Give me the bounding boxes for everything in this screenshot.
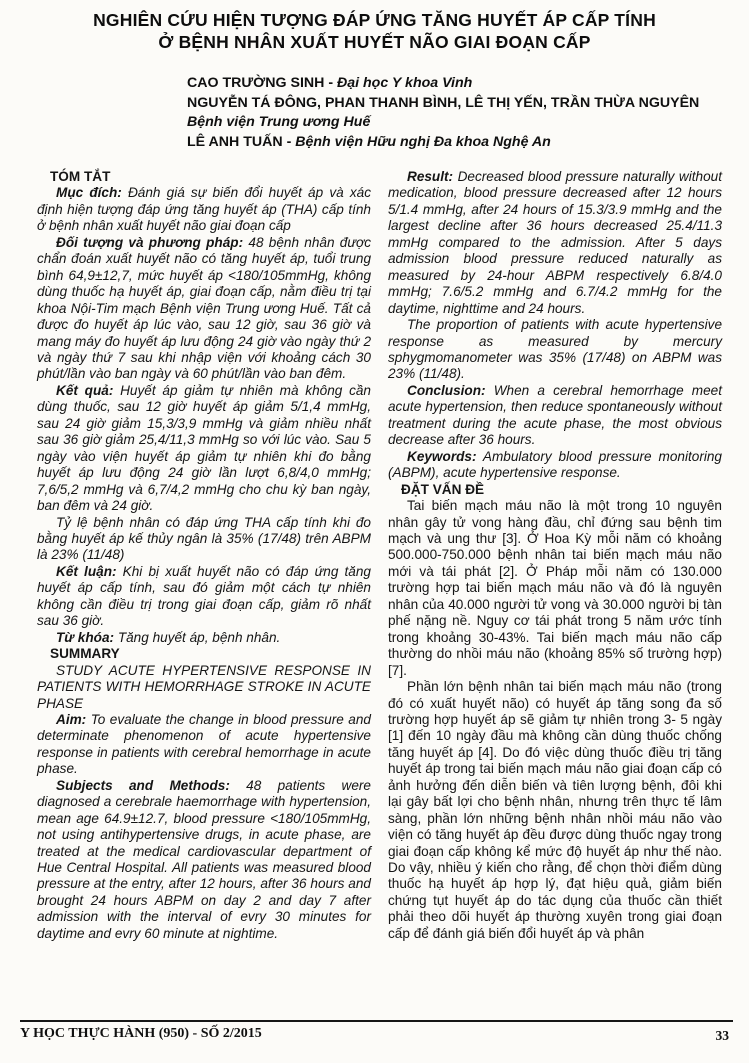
summary-paragraph-keywords <box>388 449 722 482</box>
abstract-paragraph-ket-luan <box>37 564 371 630</box>
right-column <box>388 169 722 942</box>
paragraph-text: Đánh giá sự biến đổi huyết áp và xác định hiện tượng đáp ứng tăng huyết áp (THA) cấp tính ở bệnh nhân xuất huyết não giai đoạn cấp <box>37 185 371 234</box>
abstract-paragraph-ty-le <box>37 515 371 564</box>
author-line <box>187 133 749 153</box>
paragraph-text: The proportion of patients with acute hypertensive response as measured by mercury sphygmomanometer was 35% (17/48) on ABPM was 23% (11/48). <box>388 317 722 382</box>
author-affiliation: Bệnh viện Hữu nghị Đa khoa Nghệ An <box>295 133 551 150</box>
footer-divider <box>20 1020 733 1022</box>
summary-paragraph-conclusion <box>388 383 722 449</box>
author-affiliation: Đại học Y khoa Vinh <box>336 75 473 91</box>
paragraph-lead: Mục đích: <box>56 185 122 201</box>
author-affiliation: Bệnh viện Trung ương Huế <box>187 114 371 130</box>
summary-paragraph-proportion <box>388 317 722 383</box>
paragraph-text: Huyết áp giảm tự nhiên mà không cần dùng thuốc, sau 12 giờ huyết áp giảm 5/1,4 mmHg, sau 24 giờ giảm 15,3/3,9 mmHg và giảm nhiều nhất sau 36 giờ giảm 25,4/11,3 mmHg so với lúc vào. Sau 5 ngày vào viện huyết áp giảm tự nhiên khi đo bằng huyết áp lưu động 24 giờ lần lượt 6,8/4,0 mmHg; 7,6/5,2 mmHg và 6,7/4,2 mmHg cho chu kỳ ban ngày, ban đêm và 24 giờ. <box>37 382 371 514</box>
paper-title-line2: Ở BỆNH NHÂN XUẤT HUYẾT NÃO GIAI ĐOẠN CẤP <box>158 32 591 52</box>
summary-paragraph-result <box>388 169 722 317</box>
paragraph-lead: Subjects and Methods: <box>56 777 230 793</box>
footer-journal-title: Y HỌC THỰC HÀNH (950) - SỐ 2/2015 <box>20 1026 262 1041</box>
left-column <box>37 169 371 942</box>
paper-title <box>0 0 749 53</box>
paragraph-lead: Conclusion: <box>407 382 486 398</box>
abstract-paragraph-ket-qua <box>37 383 371 515</box>
paragraph-text: Tai biến mạch máu não là một trong 10 nguyên nhân gây tử vong hàng đầu, chỉ đứng sau bệnh tim mạch và ung thư [3]. Ở Hoa Kỳ mỗi năm có khoảng 500.000-750.000 bệnh nhân tai biến mạch máu não mới và tái phát [2]. Ở Pháp mỗi năm có 130.000 trường hợp tai biến mạch máu não và đó là nguyên nhân của 40.000 người tử vong và 30.000 người bị tàn phế nặng nề. Nguy cơ tái phát trong 5 năm ước tính trong khoảng 30-43%. Tai biến mạch máu não cấp thường do nhồi máu não (khoảng 85% số trường hợp) [7]. <box>388 498 722 678</box>
paragraph-lead: Aim: <box>56 711 87 727</box>
paragraph-lead: Từ khóa: <box>56 629 115 645</box>
summary-paragraph-subjects <box>37 778 371 943</box>
summary-paragraph-aim <box>37 712 371 778</box>
authors-block <box>187 74 749 152</box>
paragraph-text: Tăng huyết áp, bệnh nhân. <box>114 629 281 645</box>
intro-paragraph-2 <box>388 679 722 942</box>
paragraph-lead: Đối tượng và phương pháp: <box>56 234 244 250</box>
paragraph-text: To evaluate the change in blood pressure and determinate phenomenon of acute hypertensive response in patients with cerebral hemorrhage in acute phase. <box>37 711 371 777</box>
paragraph-lead: Kết quả: <box>56 382 114 398</box>
summary-title: STUDY ACUTE HYPERTENSIVE RESPONSE IN PATIENTS WITH HEMORRHAGE STROKE IN ACUTE PHASE <box>37 662 371 711</box>
paragraph-lead: Result: <box>407 169 454 184</box>
author-names: NGUYỄN TÁ ĐÔNG, PHAN THANH BÌNH, LÊ THỊ YẾN, TRẦN THỪA NGUYÊN <box>187 94 700 111</box>
two-column-body <box>37 169 722 942</box>
paper-title-line1: NGHIÊN CỨU HIỆN TƯỢNG ĐÁP ỨNG TĂNG HUYẾT ÁP CẤP TÍNH <box>93 10 656 30</box>
author-line <box>187 94 749 114</box>
section-heading-tom-tat: TÓM TẮT <box>50 169 111 184</box>
paragraph-text: Decreased blood pressure naturally without medication, blood pressure decreased after 12 hours 5/1.4 mmHg, after 24 hours of 15.3/3.9 mmHg and the largest decline after 36 hours decreased 25.4/11.3 mmHg compared to the admission. After 5 days admission blood pressure reduced naturally as measured by 24-hour ABPM respectively 6.8/4.0 mmHg; 7.6/5.2 mmHg and 6.7/4.2 mmHg for the daytime, nighttime and 24 hours. <box>388 169 722 316</box>
paragraph-text: When a cerebral hemorrhage meet acute hypertension, then reduce spontaneously without treatment during the acute phase, the most obvious decrease after 36 hours. <box>388 382 722 448</box>
abstract-paragraph-doi-tuong <box>37 235 371 383</box>
author-name: LÊ ANH TUẤN - <box>187 133 296 150</box>
section-heading-summary: SUMMARY <box>50 646 120 662</box>
footer-page-number: 33 <box>715 1028 729 1043</box>
paragraph-text: Ambulatory blood pressure monitoring (ABPM), acute hypertensive response. <box>388 448 722 481</box>
intro-paragraph-1 <box>388 498 722 679</box>
section-heading-dat-van-de: ĐẶT VẤN ĐỀ <box>401 481 485 497</box>
paragraph-text: 48 patients were diagnosed a cerebrale haemorrhage with hypertension, mean age 64.9±12.7, blood pressure <180/105mmHg, not using antihypertensive drugs, in acute phase, are treated at the medical cardiovascular department of Hue Central Hospital. All patients was measured blood pressure at the entry, after 12 hours, after 36 hours and brought 24 hours ABPM on day 2 and day 7 after admission with the interval of evry 30 minutes for daytime and evry 60 minute at nightime. <box>37 777 371 941</box>
paragraph-text: Khi bị xuất huyết não có đáp ứng tăng huyết áp cấp tính, sau đó giảm một cách tự nhiên không cần điều trị trong giai đoạn cấp, giảm rõ nhất sau 36 giờ. <box>37 563 371 629</box>
paragraph-lead: Kết luận: <box>56 563 117 579</box>
paragraph-lead: Keywords: <box>407 448 477 464</box>
paragraph-text: 48 bệnh nhân được chẩn đoán xuất huyết não có tăng huyết áp, tuổi trung bình 64,9±12,7, mức huyết áp <180/105mmHg, không dùng thuốc hạ huyết áp, giai đoạn cấp, nằm điều trị tại khoa Nội-Tim mạch Bệnh viện Trung ương Huế. Tất cả được đo huyết áp lúc vào, sau 12 giờ, sau 36 giờ và mang máy đo huyết áp lưu động 24 giờ vào ngày thứ 2 và ngày thứ 7 sau khi nhập viện với khoảng cách 30 phút/lần vào ban ngày và 60 phút/lần vào ban đêm. <box>37 234 371 382</box>
paragraph-text: Phần lớn bệnh nhân tai biến mạch máu não (trong đó có xuất huyết não) có huyết áp tăng song đa số trường hợp huyết áp sẽ giảm tự nhiên trong 3- 5 ngày [1] đến 10 ngày đầu mà không cần dùng thuốc chống tăng huyết áp [4]. Do đó việc dùng thuốc điều trị tăng huyết áp trong tai biến mạch máu não giai đoạn cấp có ảnh hưởng đến diễn biến và tiên lượng bệnh, đôi khi lại gây bất lợi cho bệnh nhân, nhưng trên thực tế lâm sàng, phần lớn những bệnh nhân nhồi máu não vào viện có tăng huyết áp đều được dùng thuốc ngay trong giai đoạn cấp không kể mức độ huyết áp như thế nào. Do vậy, nhiều ý kiến cho rằng, để chọn thời điểm dùng thuốc hạ huyết áp hợp lý, đạt hiệu quả, giảm biến chứng tụt huyết áp do tác dụng của thuốc cần thiết phải theo dõi huyết áp thường xuyên trong giai đoạn cấp để đánh giá biến đổi huyết áp và phân <box>388 679 722 941</box>
author-line <box>187 74 749 94</box>
author-name: CAO TRƯỜNG SINH - <box>187 75 337 91</box>
abstract-paragraph-muc-dich <box>37 185 371 234</box>
paragraph-text: Tỷ lệ bệnh nhân có đáp ứng THA cấp tính khi đo bằng huyết áp kế thủy ngân là 35% (17/48) trên ABPM là 23% (11/48) <box>37 514 371 563</box>
abstract-paragraph-tu-khoa <box>37 630 371 646</box>
